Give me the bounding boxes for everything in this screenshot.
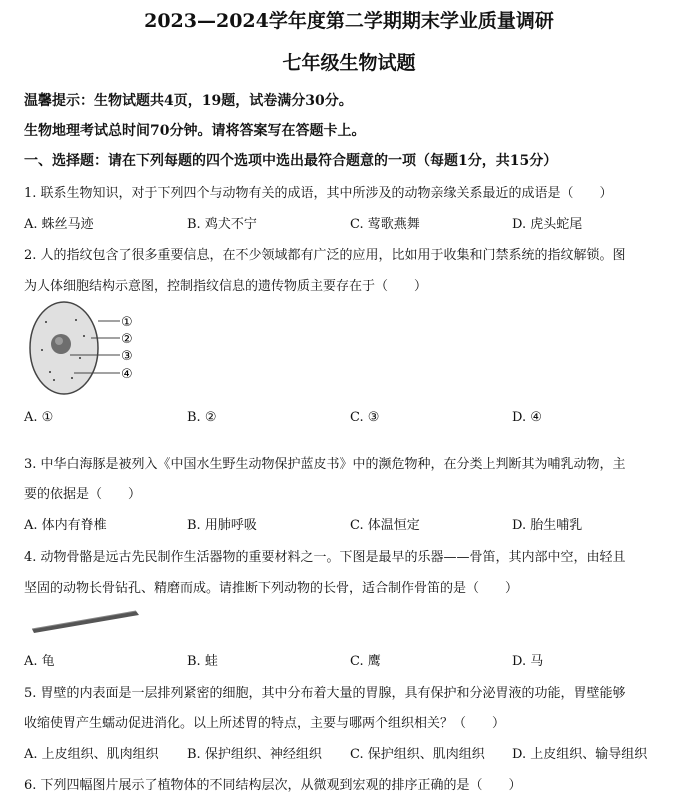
question-1-stem: 1. 联系生物知识，对于下列四个与动物有关的成语，其中所涉及的动物亲缘关系最近的成语是（ ） xyxy=(24,186,613,201)
tip-line-1: 温馨提示：生物试题共4页，19题，试卷满分30分。 xyxy=(24,93,353,109)
question-6-stem: 6. 下列四幅图片展示了植物体的不同结构层次，从微观到宏观的排序正确的是（ ） xyxy=(24,778,522,793)
tip-line-2: 生物地理考试总时间70分钟。请将答案写在答题卡上。 xyxy=(24,123,366,139)
exam-title: 2023—2024学年度第二学期期末学业质量调研 xyxy=(144,10,554,32)
q2-option-d: D. ④ xyxy=(512,410,542,425)
q1-option-c: C. 莺歌燕舞 xyxy=(350,217,420,232)
figure-label-3: ③ xyxy=(121,349,133,364)
question-2-stem-1: 2. 人的指纹包含了很多重要信息，在不少领域都有广泛的应用，比如用于收集和门禁系统的指纹解锁。图 xyxy=(24,248,626,263)
q2-option-a: A. ① xyxy=(24,410,54,425)
q4-option-c: C. 鹰 xyxy=(350,654,381,669)
figure-label-4: ④ xyxy=(121,367,133,382)
q2-option-c: C. ③ xyxy=(350,410,380,425)
question-3-stem-1: 3. 中华白海豚是被列入《中国水生野生动物保护蓝皮书》中的濒危物种，在分类上判断其为哺乳动物，主 xyxy=(24,457,626,472)
q3-option-b: B. 用肺呼吸 xyxy=(187,518,257,533)
q5-option-b: B. 保护组织、神经组织 xyxy=(187,747,322,762)
q2-option-b: B. ② xyxy=(187,410,217,425)
q3-option-a: A. 体内有脊椎 xyxy=(24,518,107,533)
q4-option-d: D. 马 xyxy=(512,654,544,669)
figure-label-1: ① xyxy=(121,315,133,330)
question-3-stem-2: 要的依据是（ ） xyxy=(24,487,142,502)
question-5-stem-2: 收缩使胃产生蠕动促进消化。以上所述胃的特点，主要与哪两个组织相关？（ ） xyxy=(24,716,506,731)
section-heading: 一、选择题：请在下列每题的四个选项中选出最符合题意的一项（每题1分，共15分） xyxy=(24,153,558,169)
question-4-stem-1: 4. 动物骨骼是远古先民制作生活器物的重要材料之一。下图是最早的乐器——骨笛，其内部中空，由轻且 xyxy=(24,550,626,565)
exam-subtitle: 七年级生物试题 xyxy=(282,52,416,74)
q1-option-d: D. 虎头蛇尾 xyxy=(512,217,583,232)
q3-option-c: C. 体温恒定 xyxy=(350,518,420,533)
q3-option-d: D. 胎生哺乳 xyxy=(512,518,583,533)
q1-option-a: A. 蛛丝马迹 xyxy=(24,217,94,232)
question-2-stem-2: 为人体细胞结构示意图，控制指纹信息的遗传物质主要存在于（ ） xyxy=(24,279,428,294)
q5-option-d: D. 上皮组织、输导组织 xyxy=(512,747,648,762)
q4-option-b: B. 蛙 xyxy=(187,654,218,669)
question-4-stem-2: 坚固的动物长骨钻孔、精磨而成。请推断下列动物的长骨，适合制作骨笛的是（ ） xyxy=(24,581,519,596)
q4-option-a: A. 龟 xyxy=(24,654,55,669)
bone-flute-image xyxy=(28,603,148,641)
cell-diagram xyxy=(28,300,168,404)
q1-option-b: B. 鸡犬不宁 xyxy=(187,217,257,232)
figure-label-2: ② xyxy=(121,332,133,347)
q5-option-a: A. 上皮组织、肌肉组织 xyxy=(24,747,159,762)
question-5-stem-1: 5. 胃壁的内表面是一层排列紧密的细胞，其中分布着大量的胃腺，具有保护和分泌胃液的功能，胃壁能够 xyxy=(24,686,626,701)
q5-option-c: C. 保护组织、肌肉组织 xyxy=(350,747,485,762)
